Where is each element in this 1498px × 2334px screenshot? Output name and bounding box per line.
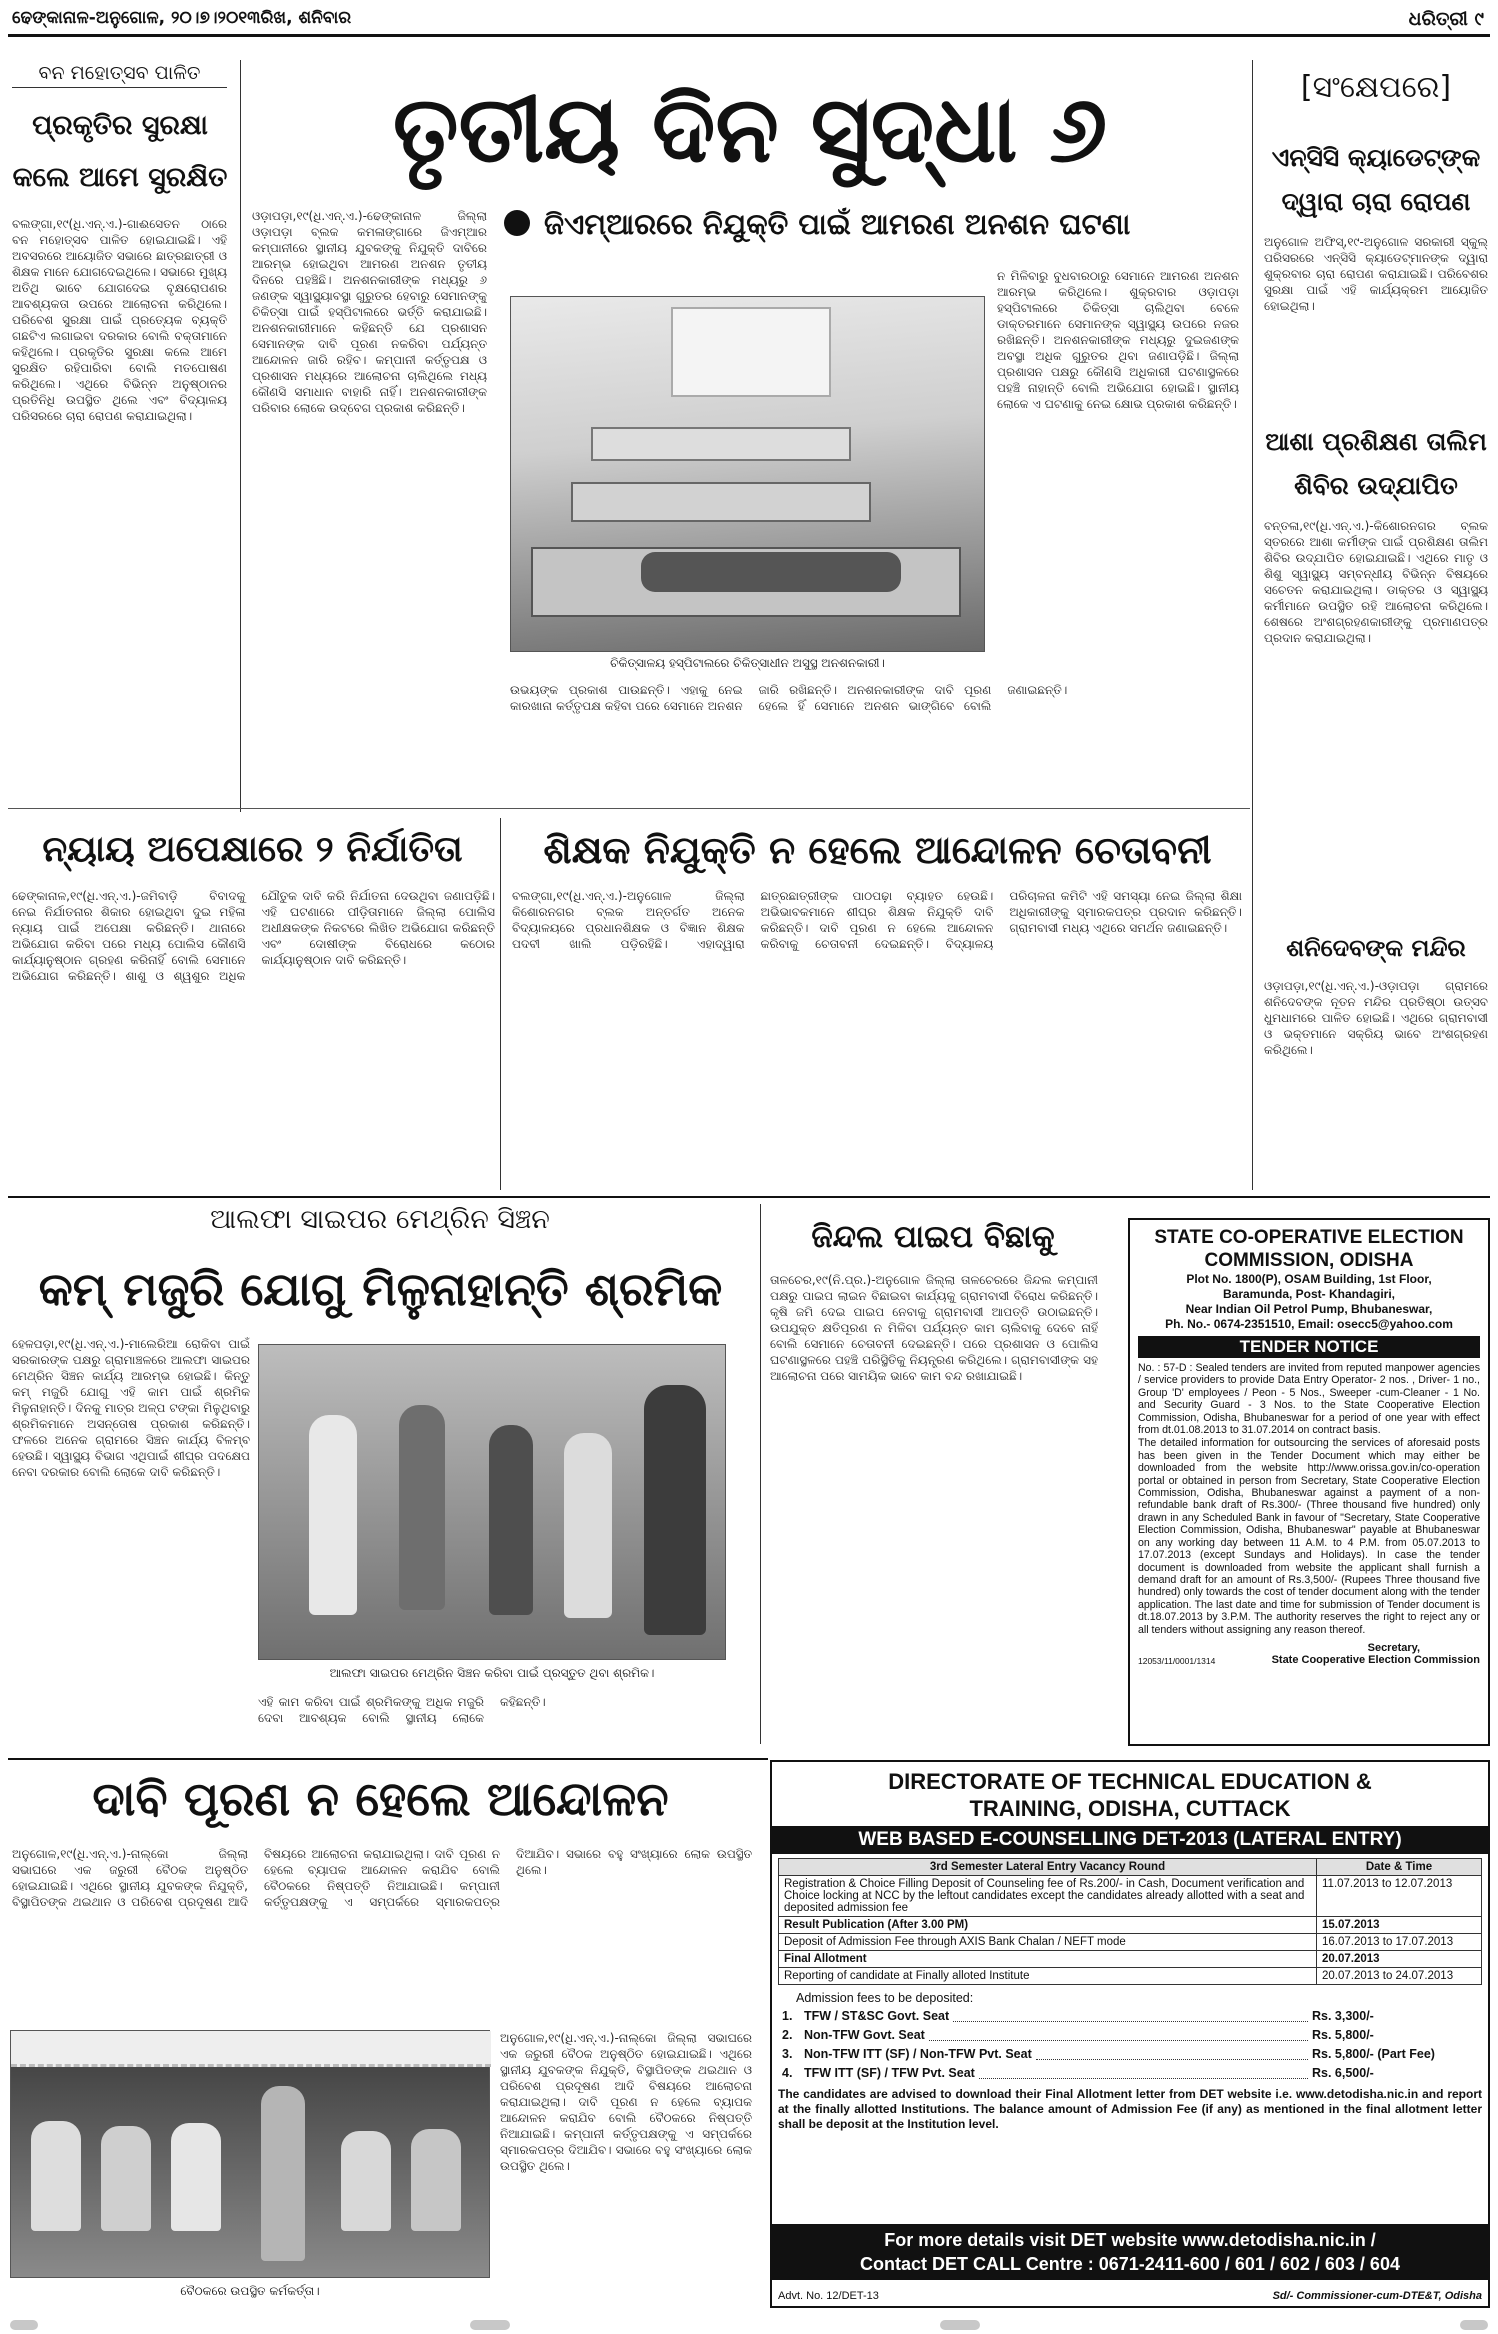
ad-election-title-1: STATE CO-OPERATIVE ELECTION <box>1154 1227 1464 1248</box>
brief-label: [ସଂକ୍ଷେପରେ] <box>1300 70 1452 105</box>
ad-election-ref: 12053/11/0001/1314 <box>1138 1655 1216 1666</box>
brief-3-body: ଓଡ଼ାପଡ଼ା,୧୯(ଧି.ଏନ୍.ଏ.)-ଓଡ଼ାପଡ଼ା ଗ୍ରାମରେ ଶନିଦେବଙ୍କ ନୂତନ ମନ୍ଦିର ପ୍ରତିଷ୍ଠା ଉତ୍ସବ ଧୁମଧାମରେ ପାଳିତ ହୋଇଛି। ଏଥିରେ ଗ୍ରାମବାସୀ ଓ ଭକ୍ତମାନେ ସକ୍ରିୟ ଭାବେ ଅଂଶଗ୍ରହଣ କରିଥିଲେ। <box>1264 979 1488 1057</box>
list-item <box>782 2045 1482 2064</box>
scrollbar-thumb[interactable] <box>470 2320 510 2330</box>
fee-number: 2. <box>782 2028 793 2042</box>
story-main-body-left: ଓଡ଼ାପଡ଼ା,୧୯(ଧି.ଏନ୍.ଏ.)-ଢେଙ୍କାନାଳ ଜିଲ୍ଲା ଓଡ଼ାପଡ଼ା ବ୍ଲକ କମଳାଙ୍ଗାରେ ଜିଏମ୍ଆର କମ୍ପାନୀରେ ସ୍ଥାନୀୟ ଯୁବକଙ୍କୁ ନିଯୁକ୍ତି ଦାବିରେ ଆରମ୍ଭ ହୋଇଥିବା ଆମରଣ ଅନଶନ ତୃତୀୟ ଦିନରେ ପହଞ୍ଚିଛି। ଅନଶନକାରୀଙ୍କ ମଧ୍ୟରୁ ୬ ଜଣଙ୍କ ସ୍ୱାସ୍ଥ୍ୟାବସ୍ଥା ଗୁରୁତର ହେବାରୁ ସେମାନଙ୍କୁ ଚିକିତ୍ସା ପାଇଁ ହସ୍ପିଟାଲରେ ଭର୍ତ୍ତି କରାଯାଇଛି। ଅନଶନକାରୀମାନେ କହିଛନ୍ତି ଯେ ପ୍ରଶାସନ ସେମାନଙ୍କ ଦାବି ପୂରଣ ନକରିବା ପର୍ଯ୍ୟନ୍ତ ଆନ୍ଦୋଳନ ଜାରି ରହିବ। କମ୍ପାନୀ କର୍ତ୍ତୃପକ୍ଷ ଓ ପ୍ରଶାସନ ମଧ୍ୟରେ ଆଲୋଚନା ଚାଲିଥିଲେ ମଧ୍ୟ କୌଣସି ସମାଧାନ ବାହାରି ନାହିଁ। ଅନଶନକାରୀଙ୍କ ପରିବାର ଲୋକେ ଉଦ୍‌ବେଗ ପ୍ରକାଶ କରିଛନ୍ତି। <box>252 209 487 415</box>
det-schedule-table <box>778 1858 1482 1985</box>
scrollbar-thumb[interactable] <box>940 2320 980 2330</box>
table-row <box>779 1968 1482 1985</box>
hospital-bed <box>591 427 851 461</box>
column-divider <box>1252 60 1253 1190</box>
table-row <box>779 1917 1482 1934</box>
section-rule <box>8 1196 1490 1198</box>
standing-figure <box>261 2086 305 2261</box>
fee-leader-dots <box>979 2064 1308 2079</box>
ad-det-title-1: DIRECTORATE OF TECHNICAL EDUCATION & <box>888 1769 1372 1794</box>
scrollbar-thumb[interactable] <box>10 2320 38 2330</box>
worker-figure <box>489 1425 533 1615</box>
worker-figure <box>309 1415 357 1615</box>
masthead-rule <box>8 34 1490 37</box>
brief-1-headline: ଏନ୍‌ସିସି କ୍ୟାଡେଟ୍‌ଙ୍କ ଦ୍ୱାରା ଚାରା ରୋପଣ <box>1271 143 1481 216</box>
ad-election-address-2: Baramunda, Post- Khandagiri, <box>1222 1287 1396 1301</box>
story-demand-body-2: ଅନୁଗୋଳ,୧୯(ଧି.ଏନ୍.ଏ.)-ନାଲ୍କୋ ଜିଲ୍ଲା ସଭାଘରେ ଏକ ଜରୁରୀ ବୈଠକ ଅନୁଷ୍ଠିତ ହୋଇଯାଇଛି। ଏଥିରେ ସ୍ଥାନୀୟ ଯୁବକଙ୍କ ନିଯୁକ୍ତି, ବିସ୍ଥାପିତଙ୍କ ଥଇଥାନ ଓ ପରିବେଶ ପ୍ରଦୂଷଣ ଆଦି ବିଷୟରେ ଆଲୋଚନା କରାଯାଇଥିଲା। ଦାବି ପୂରଣ ନ ହେଲେ ବ୍ୟାପକ ଆନ୍ଦୋଳନ କରାଯିବ ବୋଲି ବୈଠକରେ ନିଷ୍ପତ୍ତି ନିଆଯାଇଛି। କମ୍ପାନୀ କର୍ତ୍ତୃପକ୍ଷଙ୍କୁ ଏ ସମ୍ପର୍କରେ ସ୍ମାରକପତ୍ର ଦିଆଯିବ। ସଭାରେ ବହୁ ସଂଖ୍ୟାରେ ଲୋକ ଉପସ୍ଥିତ ଥିଲେ। <box>500 2031 752 2173</box>
table-row <box>779 1951 1482 1968</box>
patient-figure <box>641 552 901 592</box>
story-demand-headline: ଦାବି ପୂରଣ ନ ହେଲେ ଆନ୍ଦୋଳନ <box>92 1772 669 1827</box>
fee-leader-dots <box>929 2026 1308 2041</box>
section-rule <box>8 808 1250 809</box>
column-divider <box>760 1204 761 1744</box>
tent-canopy <box>11 2031 491 2067</box>
hospital-photo <box>510 296 985 652</box>
labour-photo-caption: ଆଲଫା ସାଇପର ମେଥ୍ରିନ ସିଞ୍ଚନ କରିବା ପାଇଁ ପ୍ରସ୍ତୁତ ଥିବା ଶ୍ରମିକ। <box>329 1666 655 1680</box>
story-main-subhead-box <box>500 198 1250 250</box>
story-labour-body: ହେଳପଡ଼ା,୧୯(ଧି.ଏନ୍.ଏ.)-ମାଲେରିଆ ରୋକିବା ପାଇଁ ସରକାରଙ୍କ ପକ୍ଷରୁ ଗ୍ରାମାଞ୍ଚଳରେ ଆଲଫା ସାଇପର ମେଥ୍ରିନ ସିଞ୍ଚନ କାର୍ଯ୍ୟ ଆରମ୍ଭ ହୋଇଛି। କିନ୍ତୁ କମ୍ ମଜୁରି ଯୋଗୁ ଏହି କାମ ପାଇଁ ଶ୍ରମିକ ମିଳୁନାହାନ୍ତି। ଦିନକୁ ମାତ୍ର ଅଳ୍ପ ଟଙ୍କା ମିଳୁଥିବାରୁ ଶ୍ରମିକମାନେ ଅସନ୍ତୋଷ ପ୍ରକାଶ କରିଛନ୍ତି। ଫଳରେ ଅନେକ ଗ୍ରାମରେ ସିଞ୍ଚନ କାର୍ଯ୍ୟ ବିଳମ୍ବ ହେଉଛି। ସ୍ୱାସ୍ଥ୍ୟ ବିଭାଗ ଏଥିପାଇଁ ଶୀଘ୍ର ପଦକ୍ଷେପ ନେବା ଦରକାର ବୋଲି ଲୋକେ ଦାବି କରିଛନ୍ତି। <box>12 1337 250 1479</box>
det-note: The candidates are advised to download their Final Allotment letter from DET website i.e. www.detodisha.nic.in and report at the finally allotted Institutions. The balance amount of Admission Fee (if any) as mentioned in the final allotment letter shall be deposit at the Institution level. <box>778 2087 1482 2131</box>
worker-figure <box>564 1433 612 1618</box>
story-jindal-headline: ଜିନ୍ଦଲ ପାଇପ ବିଛାକୁ <box>811 1219 1055 1255</box>
ad-election-address-1: Plot No. 1800(P), OSAM Building, 1st Floor, <box>1186 1272 1432 1286</box>
det-row-event: Result Publication (After 3.00 PM) <box>779 1917 1317 1934</box>
det-row-date: 20.07.2013 to 24.07.2013 <box>1317 1968 1482 1985</box>
story-trees-body: ବଲଙ୍ଗା,୧୯(ଧି.ଏନ୍.ଏ.)-ଗାଈସେତନ ଠାରେ ବନ ମହୋତ୍ସବ ପାଳିତ ହୋଇଯାଇଛି। ଏହି ଅବସରରେ ଆୟୋଜିତ ସଭାରେ ଛାତ୍ରଛାତ୍ରୀ ଓ ଶିକ୍ଷକ ମାନେ ଯୋଗଦେଇଥିଲେ। ସଭାରେ ମୁଖ୍ୟ ଅତିଥି ଭାବେ ଯୋଗଦେଇ ବୃକ୍ଷରୋପଣର ଆବଶ୍ୟକତା ଉପରେ ଆଲୋଚନା କରିଥିଲେ। ପରିବେଶ ସୁରକ୍ଷା ପାଇଁ ପ୍ରତ୍ୟେକ ବ୍ୟକ୍ତି ଗଛଟିଏ ଲଗାଇବା ଦରକାର ବୋଲି ବକ୍ତାମାନେ କହିଥିଲେ। ପ୍ରକୃତିର ସୁରକ୍ଷା କଲେ ଆମେ ସୁରକ୍ଷିତ ରହିପାରିବା ବୋଲି ମତପୋଷଣ କରିଥିଲେ। ଏଥିରେ ବିଭିନ୍ନ ଅନୁଷ୍ଠାନର ପ୍ରତିନିଧି ଉପସ୍ଥିତ ଥିଲେ ଏବଂ ବିଦ୍ୟାଳୟ ପରିସରରେ ଚାରା ରୋପଣ କରାଯାଇଥିଲା। <box>12 217 227 423</box>
column-divider <box>500 818 501 1190</box>
det-footer <box>772 2224 1488 2280</box>
list-item <box>782 2064 1482 2083</box>
fee-number: 1. <box>782 2009 793 2023</box>
meeting-photo <box>10 2030 490 2278</box>
story-main-subhead: ଜିଏମ୍ଆରରେ ନିଯୁକ୍ତି ପାଇଁ ଆମରଣ ଅନଶନ ଘଟଣା <box>544 207 1131 241</box>
story-main-body-right: ନ ମିଳିବାରୁ ବୁଧବାରଠାରୁ ସେମାନେ ଆମରଣ ଅନଶନ ଆରମ୍ଭ କରିଥିଲେ। ଶୁକ୍ରବାର ଓଡ଼ାପଡ଼ା ହସ୍ପିଟାଲରେ ଚିକିତ୍ସା ଚାଲିଥିବା ବେଳେ ଡାକ୍ତରମାନେ ସେମାନଙ୍କ ସ୍ୱାସ୍ଥ୍ୟ ଉପରେ ନଜର ରଖିଛନ୍ତି। ଅନଶନକାରୀଙ୍କ ମଧ୍ୟରୁ ଦୁଇଜଣଙ୍କ ଅବସ୍ଥା ଅଧିକ ଗୁରୁତର ଥିବା ଜଣାପଡ଼ିଛି। ଜିଲ୍ଲା ପ୍ରଶାସନ ପକ୍ଷରୁ କୌଣସି ଅଧିକାରୀ ଘଟଣାସ୍ଥଳରେ ପହଞ୍ଚି ନାହାନ୍ତି ବୋଲି ଅଭିଯୋଗ ହୋଇଛି। ସ୍ଥାନୀୟ ଲୋକେ ଏ ଘଟଣାକୁ ନେଇ କ୍ଷୋଭ ପ୍ରକାଶ କରିଛନ୍ତି। <box>997 269 1239 411</box>
det-signature: Sd/- Commissioner-cum-DTE&T, Odisha <box>1272 2290 1482 2302</box>
det-row-event: Deposit of Admission Fee through AXIS Bank Chalan / NEFT mode <box>779 1934 1317 1951</box>
seated-figure <box>171 2123 221 2231</box>
ad-election-contact: Ph. No.- 0674-2351510, Email: osecc5@yahoo.com <box>1165 1317 1453 1331</box>
fee-amount: Rs. 5,800/- (Part Fee) <box>1312 2047 1435 2061</box>
story-main-headline: ତୃତୀୟ ଦିନ ସୁଦ୍ଧା ୬ <box>392 76 1108 183</box>
list-item <box>782 2026 1482 2045</box>
worker-figure <box>399 1405 445 1610</box>
ad-election-notice-label: TENDER NOTICE <box>1138 1336 1480 1358</box>
seated-figure <box>31 2121 81 2231</box>
det-row-event: Final Allotment <box>779 1951 1317 1968</box>
fee-number: 4. <box>782 2066 793 2080</box>
story-main-body-bottom: ଉଭୟଙ୍କ ପ୍ରକାଶ ପାଉଛନ୍ତି। ଏହାକୁ ନେଇ କାରଖାନା କର୍ତ୍ତୃପକ୍ଷ କହିବା ପରେ ସେମାନେ ଅନଶନ ଜାରି ରଖିଛନ୍ତି। ଅନଶନକାରୀଙ୍କ ଦାବି ପୂରଣ ହେଲେ ହିଁ ସେମାନେ ଅନଶନ ଭାଙ୍ଗିବେ ବୋଲି ଜଣାଇଛନ୍ତି। <box>510 683 1068 713</box>
story-labour-kicker: ଆଲଫା ସାଇପର ମେଥ୍ରିନ ସିଞ୍ଚନ <box>210 1204 550 1235</box>
seated-figure <box>411 2129 461 2231</box>
det-row-date: 11.07.2013 to 12.07.2013 <box>1317 1876 1482 1917</box>
fee-label: TFW ITT (SF) / TFW Pvt. Seat <box>804 2066 975 2080</box>
brief-1-body: ଅନୁଗୋଳ ଅଫିସ୍,୧୯-ଅନୁଗୋଳ ସରକାରୀ ସ୍କୁଲ୍ ପରିସରରେ ଏନ୍‌ସିସି କ୍ୟାଡେଟ୍‌ମାନଙ୍କ ଦ୍ୱାରା ଶୁକ୍ରବାର ଚାରା ରୋପଣ କରାଯାଇଛି। ପରିବେଶର ସୁରକ୍ଷା ପାଇଁ ଏହି କାର୍ଯ୍ୟକ୍ରମ ଆୟୋଜିତ ହୋଇଥିଲା। <box>1264 235 1488 313</box>
meeting-photo-caption: ବୈଠକରେ ଉପସ୍ଥିତ କର୍ମକର୍ତ୍ତା। <box>180 2284 320 2298</box>
story-teachers-body: ବଲଙ୍ଗା,୧୯(ଧି.ଏନ୍.ଏ.)-ଅନୁଗୋଳ ଜିଲ୍ଲା କିଶୋରନଗର ବ୍ଲକ ଅନ୍ତର୍ଗତ ଅନେକ ବିଦ୍ୟାଳୟରେ ପ୍ରଧାନଶିକ୍ଷକ ଓ ବିଜ୍ଞାନ ଶିକ୍ଷକ ପଦବୀ ଖାଲି ପଡ଼ିରହିଛି। ଏହାଦ୍ୱାରା ଛାତ୍ରଛାତ୍ରୀଙ୍କ ପାଠପଢ଼ା ବ୍ୟାହତ ହେଉଛି। ଅଭିଭାବକମାନେ ଶୀଘ୍ର ଶିକ୍ଷକ ନିଯୁକ୍ତି ଦାବି କରିଛନ୍ତି। ଦାବି ପୂରଣ ନ ହେଲେ ଆନ୍ଦୋଳନ କରିବାକୁ ଚେତାବନୀ ଦେଇଛନ୍ତି। ବିଦ୍ୟାଳୟ ପରିଚାଳନା କମିଟି ଏହି ସମସ୍ୟା ନେଇ ଜିଲ୍ଲା ଶିକ୍ଷା ଅଧିକାରୀଙ୍କୁ ସ୍ମାରକପତ୍ର ପ୍ରଦାନ କରିଛନ୍ତି। ଗ୍ରାମବାସୀ ମଧ୍ୟ ଏଥିରେ ସମର୍ଥନ ଜଣାଇଛନ୍ତି। <box>512 889 1242 951</box>
det-row-event: Registration & Choice Filling Deposit of Counseling fee of Rs.200/- in Cash, Document verification and Choice locking at NCC by the leftout candidates except the candidates already allotted with a seat and deposited admission fee <box>779 1876 1317 1917</box>
bullet-icon <box>504 210 530 236</box>
ad-election-address-3: Near Indian Oil Petrol Pump, Bhubaneswar, <box>1185 1302 1433 1316</box>
hospital-photo-caption: ଚିକିତ୍ସାଳୟ ହସ୍ପିଟାଲରେ ଚିକିତ୍ସାଧୀନ ଅସୁସ୍ଥ ଅନଶନକାରୀ। <box>610 656 885 670</box>
story-women-headline: ନ୍ୟାୟ ଅପେକ୍ଷାରେ ୨ ନିର୍ଯାତିତା <box>42 829 463 870</box>
table-row <box>779 1934 1482 1951</box>
ad-election-signoff-title: Secretary, <box>1367 1641 1420 1654</box>
election-tender-ad <box>1128 1218 1490 1746</box>
fee-number: 3. <box>782 2047 793 2061</box>
fee-label: TFW / ST&SC Govt. Seat <box>804 2009 950 2023</box>
story-labour-headline: କମ୍ ମଜୁରି ଯୋଗୁ ମିଳୁନାହାନ୍ତି ଶ୍ରମିକ <box>38 1262 723 1316</box>
det-fees-title: Admission fees to be deposited: <box>796 1991 974 2005</box>
fee-amount: Rs. 6,500/- <box>1312 2066 1374 2080</box>
ad-election-notice-body-2: The detailed information for outsourcing the services of aforesaid posts has been given in the Tender Document which may either be downloaded from the website http://www.orissa.gov.in/co-operation portal or obtained in person from Secretary, State Cooperative Election Commission, Odisha, Bhubaneswar against a payment of a non-refundable bank draft of Rs.300/- (Three thousand five hundred) only drawn in any Scheduled Bank in favour of "Secretary, State Cooperative Election Commission, Odisha, Bhubaneswar" payable at Bhubaneswar on any working day between 11 A.M. to 4 P.M. from 05.07.2013 to 17.07.2013 (except Sundays and Holidays). In case the tender document is downloaded from website the applicant shall furnish a demand draft for an amount of Rs.3,500/- (Rupees Three thousand five hundred) only towards the cost of tender document along with the tender application. The last date and time for submission of Tender document is dt.18.07.2013 by 3.P.M. The authority reserves the right to reject any or all tenders without assigning any reason thereof. <box>1138 1437 1480 1636</box>
det-footer-line-2: Contact DET CALL Centre : 0671-2411-600 / 601 / 602 / 603 / 604 <box>860 2254 1400 2274</box>
fee-label: Non-TFW ITT (SF) / Non-TFW Pvt. Seat <box>804 2047 1032 2061</box>
det-table-head-date: Date & Time <box>1317 1859 1482 1876</box>
story-jindal-body: ତାଳଚେର,୧୯(ନି.ପ୍ର.)-ଅନୁଗୋଳ ଜିଲ୍ଲା ତାଳଚେରରେ ଜିନ୍ଦଲ କମ୍ପାନୀ ପକ୍ଷରୁ ପାଇପ ଲାଇନ ବିଛାଇବା କାର୍ଯ୍ୟକୁ ଗ୍ରାମବାସୀ ବିରୋଧ କରିଛନ୍ତି। କୃଷି ଜମି ଦେଇ ପାଇପ ନେବାକୁ ଗ୍ରାମବାସୀ ଆପତ୍ତି ଉଠାଇଛନ୍ତି। ଉପଯୁକ୍ତ କ୍ଷତିପୂରଣ ନ ମିଳିବା ପର୍ଯ୍ୟନ୍ତ କାମ ଚାଲିବାକୁ ଦେବେ ନାହିଁ ବୋଲି ସେମାନେ ଚେତାବନୀ ଦେଇଛନ୍ତି। ପରେ ପ୍ରଶାସନ ଓ ପୋଲିସ ଘଟଣାସ୍ଥଳରେ ପହଞ୍ଚି ପରିସ୍ଥିତିକୁ ନିୟନ୍ତ୍ରଣ କରିଥିଲେ। ଗ୍ରାମବାସୀଙ୍କ ସହ ଆଲୋଚନା ପରେ ସାମୟିକ ଭାବେ କାମ ବନ୍ଦ ରଖାଯାଇଛି। <box>770 1273 1098 1383</box>
section-rule <box>8 1758 768 1760</box>
det-row-date: 15.07.2013 <box>1317 1917 1482 1934</box>
ad-det-title-2: TRAINING, ODISHA, CUTTACK <box>969 1796 1291 1821</box>
fee-amount: Rs. 3,300/- <box>1312 2009 1374 2023</box>
list-item <box>782 2007 1482 2026</box>
story-teachers-headline: ଶିକ୍ଷକ ନିଯୁକ୍ତି ନ ହେଲେ ଆନ୍ଦୋଳନ ଚେତାବନୀ <box>543 828 1212 872</box>
det-row-date: 16.07.2013 to 17.07.2013 <box>1317 1934 1482 1951</box>
story-women-body: ଢେଙ୍କାନାଳ,୧୯(ଧି.ଏନ୍.ଏ.)-ଜମିବାଡ଼ି ବିବାଦକୁ ନେଇ ନିର୍ଯାତନାର ଶିକାର ହୋଇଥିବା ଦୁଇ ମହିଳା ନ୍ୟାୟ ପାଇଁ ଅପେକ୍ଷା କରିଛନ୍ତି। ଥାନାରେ ଅଭିଯୋଗ କରିବା ପରେ ମଧ୍ୟ ପୋଲିସ କୌଣସି କାର୍ଯ୍ୟାନୁଷ୍ଠାନ ଗ୍ରହଣ କରିନାହିଁ ବୋଲି ସେମାନେ ଅଭିଯୋଗ କରିଛନ୍ତି। ଶାଶୁ ଓ ଶ୍ୱଶୁର ଅଧିକ ଯୌତୁକ ଦାବି କରି ନିର୍ଯାତନା ଦେଉଥିବା ଜଣାପଡ଼ିଛି। ଏହି ଘଟଣାରେ ପୀଡ଼ିତାମାନେ ଜିଲ୍ଲା ପୋଲିସ ଅଧୀକ୍ଷକଙ୍କ ନିକଟରେ ଲିଖିତ ଅଭିଯୋଗ କରିଛନ୍ତି ଏବଂ ଦୋଷୀଙ୍କ ବିରୋଧରେ କଠୋର କାର୍ଯ୍ୟାନୁଷ୍ଠାନ ଦାବି କରିଛନ୍ତି। <box>12 889 495 983</box>
det-row-event: Reporting of candidate at Finally alloted Institute <box>779 1968 1317 1985</box>
story-demand-body: ଅନୁଗୋଳ,୧୯(ଧି.ଏନ୍.ଏ.)-ନାଲ୍କୋ ଜିଲ୍ଲା ସଭାଘରେ ଏକ ଜରୁରୀ ବୈଠକ ଅନୁଷ୍ଠିତ ହୋଇଯାଇଛି। ଏଥିରେ ସ୍ଥାନୀୟ ଯୁବକଙ୍କ ନିଯୁକ୍ତି, ବିସ୍ଥାପିତଙ୍କ ଥଇଥାନ ଓ ପରିବେଶ ପ୍ରଦୂଷଣ ଆଦି ବିଷୟରେ ଆଲୋଚନା କରାଯାଇଥିଲା। ଦାବି ପୂରଣ ନ ହେଲେ ବ୍ୟାପକ ଆନ୍ଦୋଳନ କରାଯିବ ବୋଲି ବୈଠକରେ ନିଷ୍ପତ୍ତି ନିଆଯାଇଛି। କମ୍ପାନୀ କର୍ତ୍ତୃପକ୍ଷଙ୍କୁ ଏ ସମ୍ପର୍କରେ ସ୍ମାରକପତ୍ର ଦିଆଯିବ। ସଭାରେ ବହୁ ସଂଖ୍ୟାରେ ଲୋକ ଉପସ୍ଥିତ ଥିଲେ। <box>12 1847 752 1909</box>
fee-leader-dots <box>1036 2045 1308 2060</box>
scrollbar-thumb[interactable] <box>1460 2320 1488 2330</box>
det-row-date: 20.07.2013 <box>1317 1951 1482 1968</box>
brief-2-body: ବନ୍ତଳା,୧୯(ଧି.ଏନ୍.ଏ.)-କିଶୋରନଗର ବ୍ଲକ ସ୍ତରରେ ଆଶା କର୍ମୀଙ୍କ ପାଇଁ ପ୍ରଶିକ୍ଷଣ ତାଲିମ ଶିବିର ଉଦ୍‌ଯାପିତ ହୋଇଯାଇଛି। ଏଥିରେ ମାତୃ ଓ ଶିଶୁ ସ୍ୱାସ୍ଥ୍ୟ ସମ୍ବନ୍ଧୀୟ ବିଭିନ୍ନ ବିଷୟରେ ସଚେତନ କରାଯାଇଥିଲା। ଡାକ୍ତର ଓ ସ୍ୱାସ୍ଥ୍ୟ କର୍ମୀମାନେ ଉପସ୍ଥିତ ରହି ଆଲୋଚନା କରିଥିଲେ। ଶେଷରେ ଅଂଶଗ୍ରହଣକାରୀଙ୍କୁ ପ୍ରମାଣପତ୍ର ପ୍ରଦାନ କରାଯାଇଥିଲା। <box>1264 519 1488 645</box>
hospital-window <box>671 307 831 397</box>
ad-election-signoff-org: State Cooperative Election Commission <box>1271 1653 1480 1666</box>
story-labour-body-bottom: ଏହି କାମ କରିବା ପାଇଁ ଶ୍ରମିକଙ୍କୁ ଅଧିକ ମଜୁରି ଦେବା ଆବଶ୍ୟକ ବୋଲି ସ୍ଥାନୀୟ ଲୋକେ କହିଛନ୍ତି। <box>258 1695 546 1725</box>
masthead-page-number: ଧରିତ୍ରୀ ୯ <box>1408 8 1484 30</box>
det-footer-line-1: For more details visit DET website www.detodisha.nic.in / <box>884 2230 1376 2250</box>
seated-figure <box>101 2126 151 2231</box>
table-row <box>779 1876 1482 1917</box>
masthead-dateline: ଢେଙ୍କାନାଳ-ଅନୁଗୋଳ, ୨୦।୭।୨୦୧୩ରିଖ, ଶନିବାର <box>12 8 352 28</box>
det-table-head-event: 3rd Semester Lateral Entry Vacancy Round <box>779 1859 1317 1876</box>
brief-2-headline: ଆଶା ପ୍ରଶିକ୍ଷଣ ତାଲିମ ଶିବିର ଉଦ୍‌ଯାପିତ <box>1265 427 1487 500</box>
story-trees-headline: ପ୍ରକୃତିର ସୁରକ୍ଷା କଲେ ଆମେ ସୁରକ୍ଷିତ <box>12 110 228 193</box>
seated-figure <box>341 2131 391 2231</box>
ad-det-subtitle: WEB BASED E-COUNSELLING DET-2013 (LATERAL ENTRY) <box>772 1826 1488 1854</box>
fee-amount: Rs. 5,800/- <box>1312 2028 1374 2042</box>
brief-3-headline: ଶନିଦେବଙ୍କ ମନ୍ଦିର <box>1286 934 1466 962</box>
ad-election-title-2: COMMISSION, ODISHA <box>1204 1250 1414 1271</box>
fee-leader-dots <box>953 2007 1308 2022</box>
story-trees-kicker: ବନ ମହୋତ୍ସବ ପାଳିତ <box>12 62 227 88</box>
labour-photo <box>258 1344 726 1660</box>
hospital-bed <box>571 482 871 522</box>
ad-election-notice-body: No. : 57-D : Sealed tenders are invited from reputed manpower agencies / service providers to provide Data Entry Operator- 2 nos. , Driver- 1 no., Group 'D' employees / Peon - 5 Nos., Sweeper -cum-Cleaner - 1 No. and Security Guard - 3 Nos. to the State Cooperative Election Commission, Odisha, Bhubaneswar for a period of one year with effect from dt.01.08.2013 to 31.07.2014 on contract basis. <box>1138 1362 1480 1437</box>
det-fees-list <box>778 2007 1482 2083</box>
det-advt-number: Advt. No. 12/DET-13 <box>778 2290 879 2302</box>
det-counselling-ad <box>770 1760 1490 2308</box>
worker-figure <box>644 1385 706 1635</box>
column-divider <box>240 60 241 812</box>
fee-label: Non-TFW Govt. Seat <box>804 2028 925 2042</box>
